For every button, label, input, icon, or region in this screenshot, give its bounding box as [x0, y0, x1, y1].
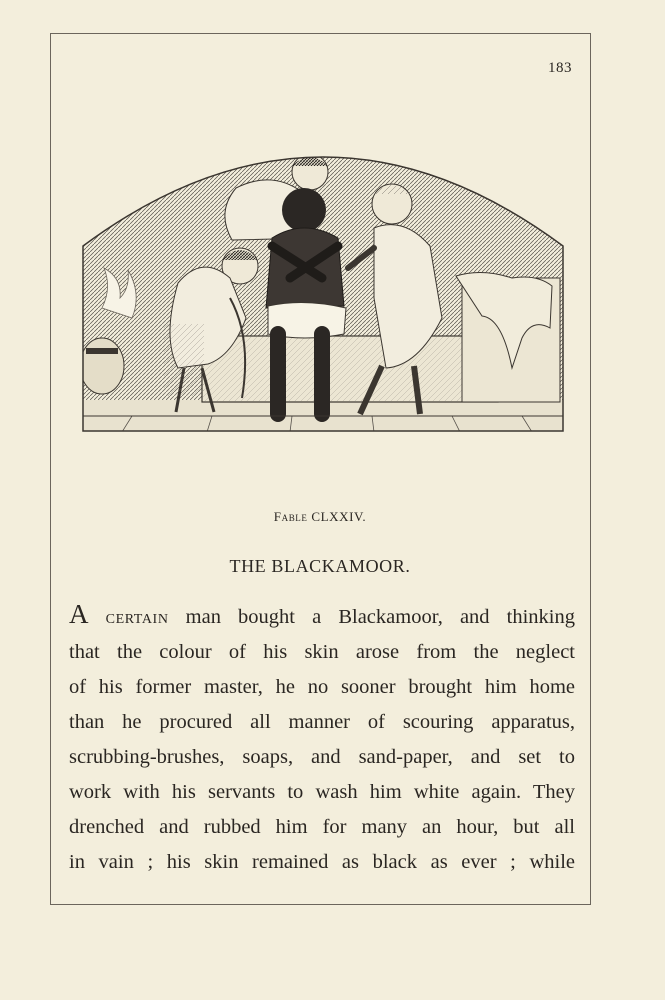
lead-small-caps: certain: [105, 606, 169, 628]
page-number: 183: [548, 60, 572, 76]
text-line-7: drenched and rubbed him for many an hour, but all: [69, 816, 575, 838]
text-line-3: of his former master, he no sooner brought him home: [69, 676, 575, 698]
fable-number-text: Fable CLXXIV.: [273, 509, 367, 524]
fable-illustration: [82, 128, 564, 432]
line-1-rest: man bought a Blackamoor, and thinking: [168, 606, 575, 628]
text-line-8: in vain ; his skin remained as black as ever ; while: [69, 851, 575, 873]
text-line-5: scrubbing-brushes, soaps, and sand-paper, and set to: [69, 746, 575, 768]
text-line-2: that the colour of his skin arose from the neglect: [69, 641, 575, 663]
text-line-6: work with his servants to wash him white again. They: [69, 781, 575, 803]
text-line-4: than he procured all manner of scouring apparatus,: [69, 711, 575, 733]
fable-title: THE BLACKAMOOR.: [229, 556, 411, 576]
fable-number: [0, 509, 640, 525]
fable-body-text: [69, 600, 575, 880]
text-line-1: [69, 600, 575, 635]
lead-letter: A: [69, 599, 89, 629]
